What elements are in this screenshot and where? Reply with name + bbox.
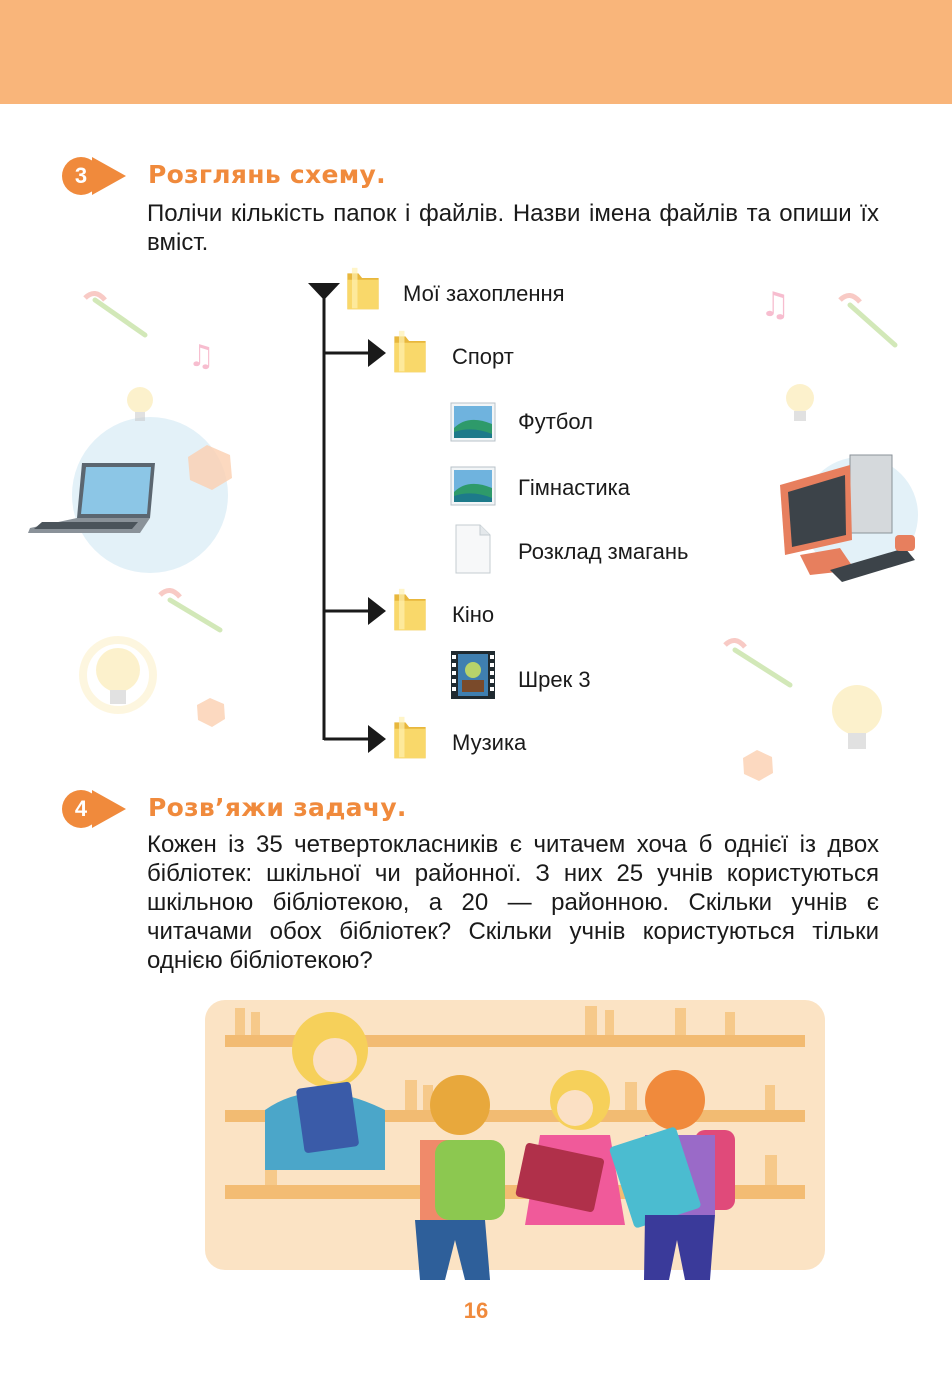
- text-file-icon[interactable]: [450, 524, 496, 574]
- image-file-icon[interactable]: [450, 466, 496, 506]
- task-3-title: Розглянь схему.: [148, 160, 386, 189]
- tree-item-label[interactable]: Шрек 3: [518, 667, 591, 692]
- paintbrush-icon: [160, 590, 220, 630]
- task-3-number: 3: [62, 157, 100, 195]
- lightbulb-icon: [786, 384, 814, 421]
- arrow-right-icon: [368, 339, 386, 367]
- task-3-text: Полічи кількість папок і файлів. Назви імена файлів та опиши їх вміст.: [147, 200, 879, 256]
- folder-icon[interactable]: [343, 266, 383, 312]
- header-band: [0, 0, 952, 104]
- paintbrush-icon: [725, 640, 790, 685]
- task-4-badge: [62, 790, 134, 828]
- page-number: 16: [463, 1298, 489, 1323]
- lightbulb-icon: [127, 387, 153, 421]
- lightbulb-icon: [83, 640, 153, 710]
- tree-lines: [300, 278, 400, 758]
- tree-item-label[interactable]: Спорт: [452, 344, 514, 369]
- music-note-icon: ♫: [760, 285, 791, 325]
- task-4-text: Кожен із 35 четвертокласників є читачем хоча б однієї із двох бібліотек: шкільної чи районної. З них 25 учнів користуються шкільною бібліотекою, а 20 — районною. Скільки учнів є читачами обох бібліотек? Скільки учнів користуються тільки однією бібліотекою?: [147, 831, 879, 974]
- tree-item-label[interactable]: Гімнастика: [518, 475, 631, 500]
- hexagon-decoration: [197, 698, 225, 727]
- tree-root-label[interactable]: Мої захоплення: [403, 281, 565, 306]
- hexagon-decoration: [743, 750, 773, 781]
- video-file-icon[interactable]: [450, 650, 496, 700]
- tree-item-label[interactable]: Музика: [452, 730, 527, 755]
- task-4-title: Розв’яжи задачу.: [148, 793, 407, 822]
- tree-item-label[interactable]: Футбол: [518, 409, 593, 434]
- arrow-right-icon: [368, 597, 386, 625]
- tree-item-label[interactable]: Кіно: [452, 602, 495, 627]
- task-3-badge: [62, 157, 134, 195]
- folder-icon[interactable]: [390, 329, 430, 375]
- image-file-icon[interactable]: [450, 402, 496, 442]
- paintbrush-icon: [840, 295, 895, 345]
- folder-icon[interactable]: [390, 587, 430, 633]
- paintbrush-icon: [85, 293, 145, 335]
- music-note-icon: ♫: [188, 339, 215, 374]
- folder-icon[interactable]: [390, 715, 430, 761]
- library-illustration: [205, 990, 825, 1290]
- laptop-icon: [28, 463, 155, 533]
- tree-item-label[interactable]: Розклад змагань: [518, 539, 689, 564]
- task-4-number: 4: [62, 790, 100, 828]
- arrow-right-icon: [368, 725, 386, 753]
- lightbulb-icon: [832, 685, 882, 749]
